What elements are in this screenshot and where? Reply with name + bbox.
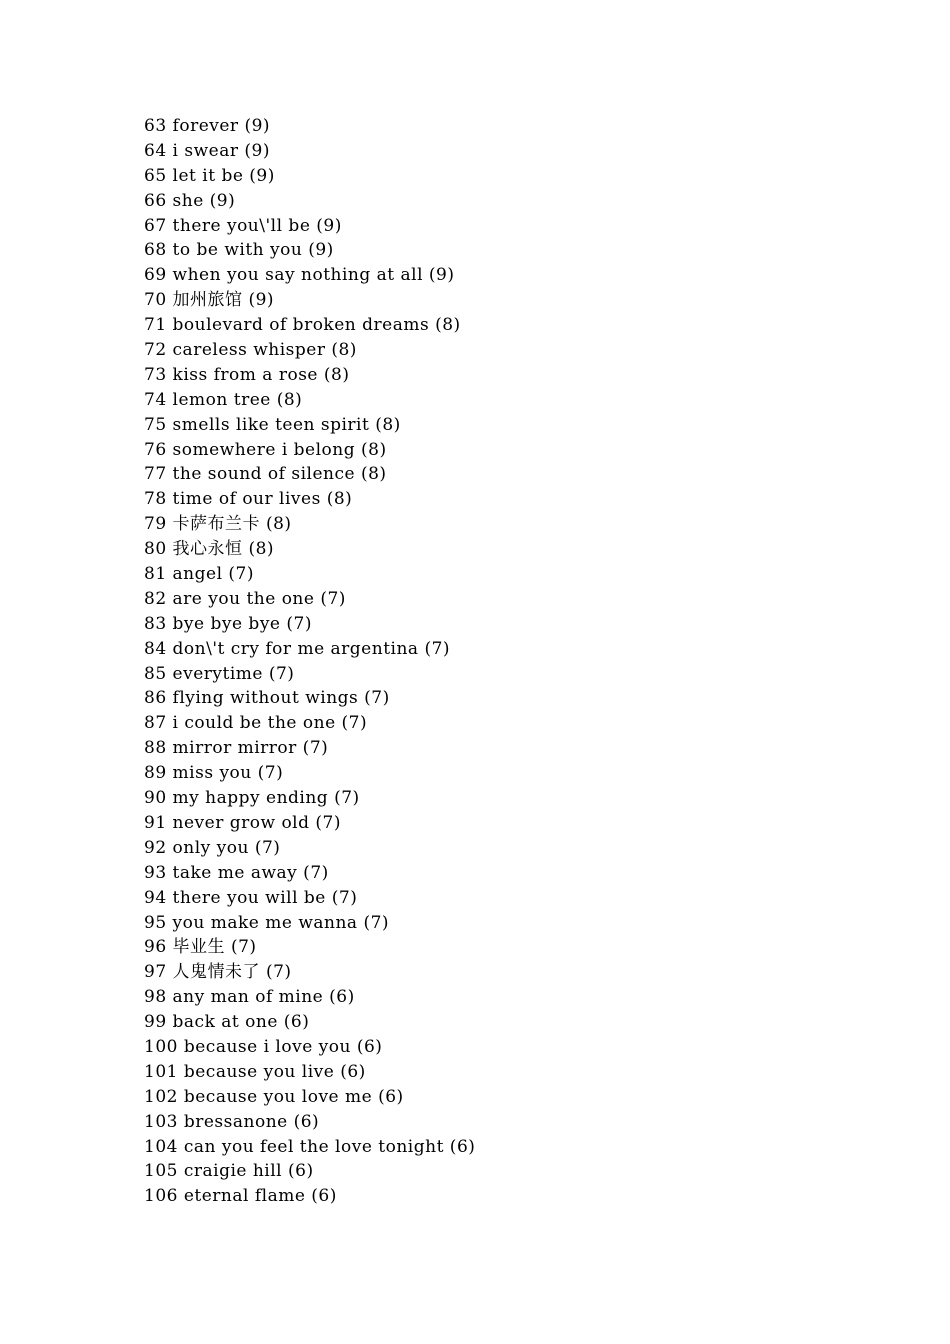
song-line-text: 92 only you (7) — [144, 837, 281, 858]
song-line-text: 80 我心永恒 (8) — [144, 539, 275, 560]
song-line-text: 78 time of our lives (8) — [144, 489, 353, 510]
song-line — [144, 338, 475, 363]
song-line — [144, 562, 475, 587]
song-line-text: 99 back at one (6) — [144, 1012, 310, 1033]
song-line-text: 73 kiss from a rose (8) — [144, 364, 350, 385]
song-line-text: 104 can you feel the love tonight (6) — [144, 1136, 476, 1157]
song-line — [144, 736, 475, 761]
song-line — [144, 164, 475, 189]
song-line-text: 79 卡萨布兰卡 (8) — [144, 514, 292, 535]
song-line-text: 88 mirror mirror (7) — [144, 738, 329, 759]
song-line — [144, 686, 475, 711]
song-line — [144, 1010, 475, 1035]
song-line-text: 106 eternal flame (6) — [144, 1186, 337, 1207]
song-line-text: 95 you make me wanna (7) — [144, 912, 390, 933]
song-line-text: 94 there you will be (7) — [144, 887, 358, 908]
song-line — [144, 1159, 475, 1184]
song-line-text: 98 any man of mine (6) — [144, 987, 355, 1008]
song-line — [144, 886, 475, 911]
song-line — [144, 462, 475, 487]
song-line-text: 66 she (9) — [144, 190, 236, 211]
song-line-text: 103 bressanone (6) — [144, 1111, 320, 1132]
song-line — [144, 238, 475, 263]
song-line — [144, 662, 475, 687]
song-line-text: 96 毕业生 (7) — [144, 937, 257, 958]
song-line — [144, 1110, 475, 1135]
song-line-text: 90 my happy ending (7) — [144, 788, 360, 809]
song-line-text: 74 lemon tree (8) — [144, 389, 303, 410]
song-line-text: 105 craigie hill (6) — [144, 1161, 314, 1182]
song-line-text: 63 forever (9) — [144, 116, 271, 136]
song-line — [144, 438, 475, 463]
song-line-text: 100 because i love you (6) — [144, 1036, 383, 1057]
song-line — [144, 139, 475, 164]
song-line-text: 85 everytime (7) — [144, 663, 295, 684]
song-line-text: 101 because you live (6) — [144, 1061, 366, 1082]
song-list — [144, 114, 475, 1209]
song-line — [144, 114, 475, 139]
song-line-text: 91 never grow old (7) — [144, 812, 341, 833]
song-line — [144, 1060, 475, 1085]
song-line-text: 84 don\'t cry for me argentina (7) — [144, 638, 451, 659]
song-line — [144, 388, 475, 413]
song-line — [144, 935, 475, 960]
song-line-text: 86 flying without wings (7) — [144, 688, 390, 709]
song-line — [144, 587, 475, 612]
song-line — [144, 1135, 475, 1160]
song-line-text: 64 i swear (9) — [144, 140, 270, 161]
song-line — [144, 363, 475, 388]
song-line — [144, 263, 475, 288]
song-line — [144, 861, 475, 886]
song-line-text: 76 somewhere i belong (8) — [144, 439, 387, 460]
song-line — [144, 537, 475, 562]
song-line-text: 77 the sound of silence (8) — [144, 464, 387, 485]
song-line — [144, 413, 475, 438]
song-line-text: 102 because you love me (6) — [144, 1086, 404, 1107]
song-line — [144, 512, 475, 537]
song-line-text: 68 to be with you (9) — [144, 240, 334, 261]
song-line — [144, 836, 475, 861]
song-line-text: 93 take me away (7) — [144, 862, 329, 883]
song-line — [144, 288, 475, 313]
song-line — [144, 487, 475, 512]
song-line — [144, 1085, 475, 1110]
song-line — [144, 761, 475, 786]
song-line — [144, 985, 475, 1010]
song-line — [144, 911, 475, 936]
song-line — [144, 786, 475, 811]
song-line-text: 72 careless whisper (8) — [144, 340, 357, 361]
song-line — [144, 214, 475, 239]
song-line-text: 70 加州旅馆 (9) — [144, 290, 275, 311]
song-line — [144, 1184, 475, 1209]
song-line-text: 81 angel (7) — [144, 564, 254, 585]
song-line — [144, 811, 475, 836]
song-line — [144, 313, 475, 338]
song-line-text: 67 there you\'ll be (9) — [144, 215, 342, 236]
song-line-text: 71 boulevard of broken dreams (8) — [144, 315, 461, 336]
song-line — [144, 711, 475, 736]
song-line-text: 83 bye bye bye (7) — [144, 613, 312, 634]
song-line — [144, 637, 475, 662]
song-line-text: 82 are you the one (7) — [144, 588, 346, 609]
song-line-text: 65 let it be (9) — [144, 165, 275, 186]
song-line — [144, 960, 475, 985]
song-line-text: 75 smells like teen spirit (8) — [144, 414, 401, 435]
song-line-text: 87 i could be the one (7) — [144, 713, 368, 734]
song-line — [144, 1035, 475, 1060]
song-line — [144, 612, 475, 637]
song-line-text: 69 when you say nothing at all (9) — [144, 265, 455, 286]
song-line-text: 97 人鬼情未了 (7) — [144, 962, 292, 983]
song-line-text: 89 miss you (7) — [144, 763, 284, 784]
song-line — [144, 189, 475, 214]
